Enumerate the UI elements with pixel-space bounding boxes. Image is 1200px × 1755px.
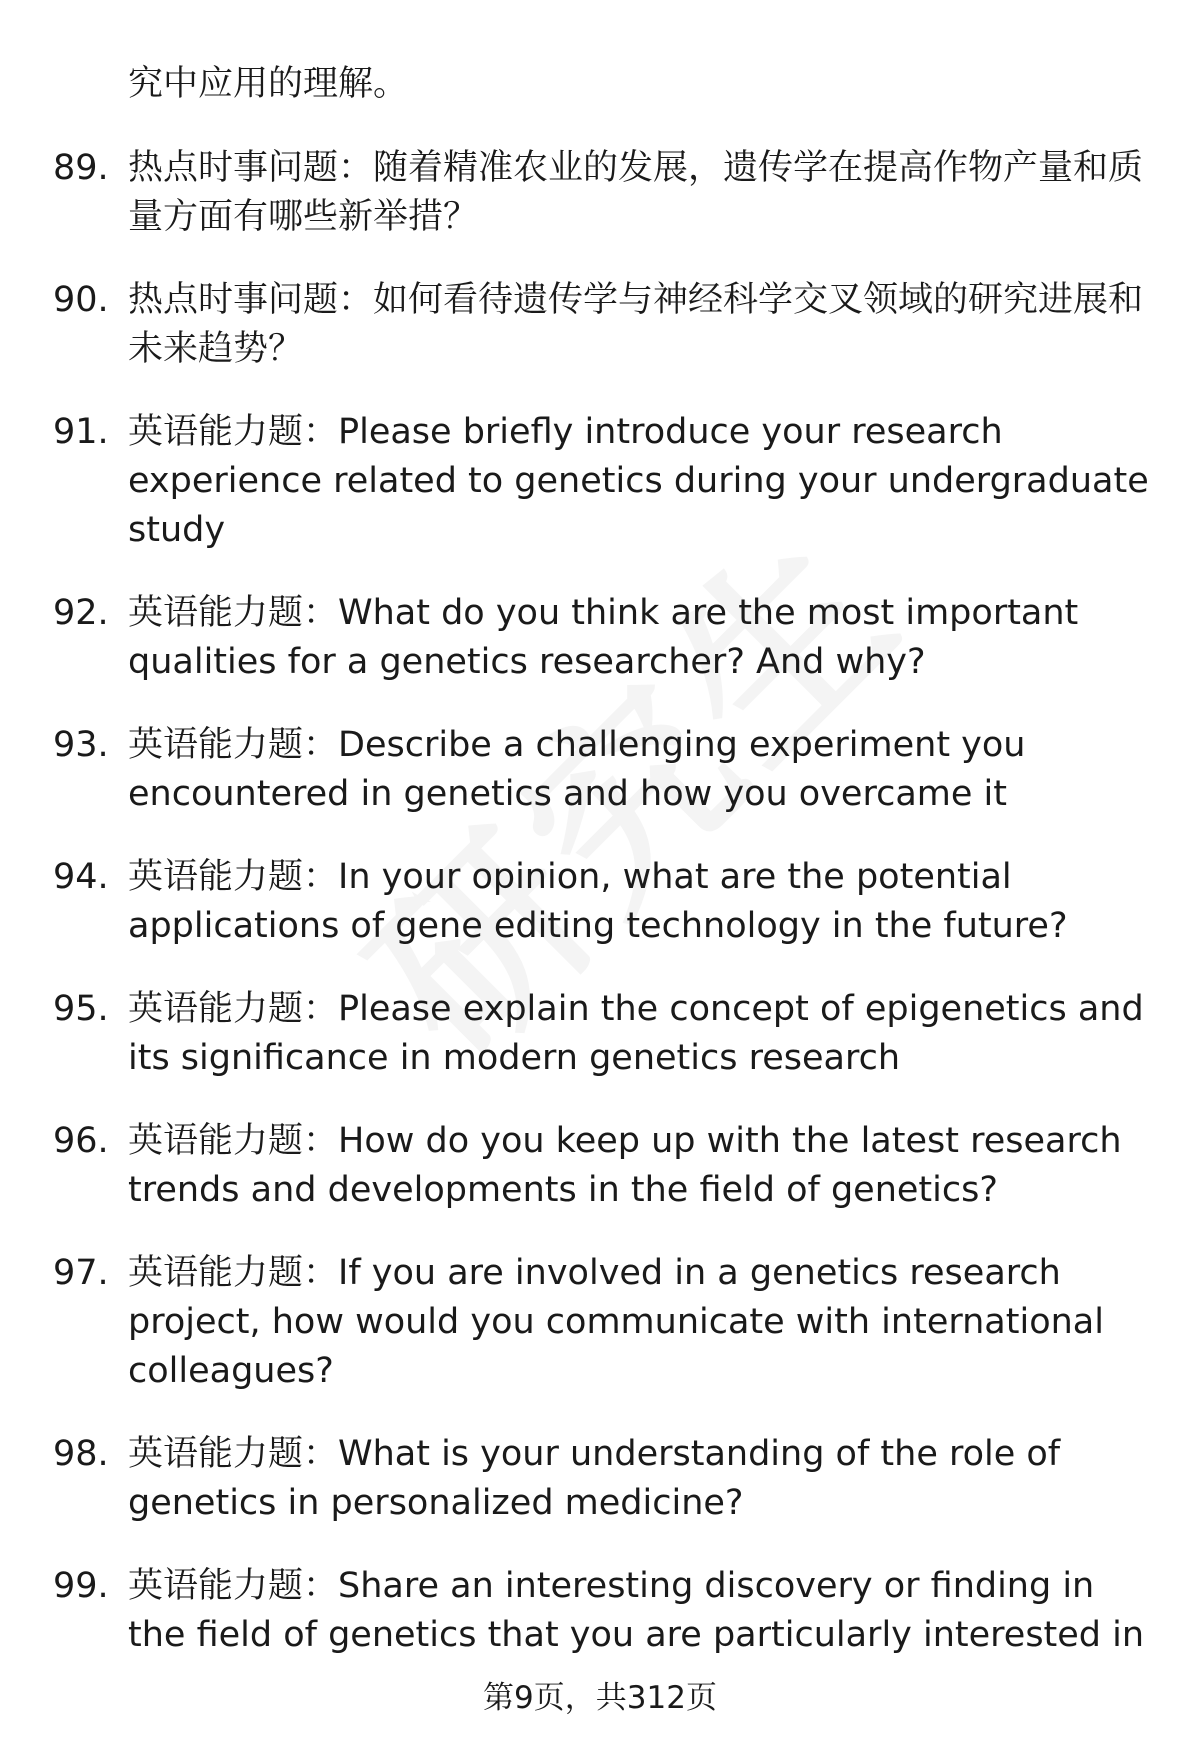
question-text: 英语能力题：Share an interesting discovery or finding in the field of genetics that you are particularly interested in (128, 1566, 1145, 1655)
question-number: 98. (53, 1434, 109, 1474)
question-text: 热点时事问题：如何看待遗传学与神经科学交叉领域的研究进展和未来趋势？ (128, 280, 1144, 369)
question-item (0, 589, 1200, 687)
question-item (0, 1249, 1200, 1396)
question-item (0, 144, 1200, 242)
question-text: 英语能力题：Please explain the concept of epigenetics and its significance in modern genetics research (128, 989, 1144, 1078)
question-number: 90. (53, 280, 109, 320)
question-number: 91. (53, 412, 109, 452)
question-text: 英语能力题：What is your understanding of the role of genetics in personalized medicine? (128, 1434, 1061, 1523)
question-text: 英语能力题：How do you keep up with the latest research trends and developments in the field of genetics? (128, 1121, 1122, 1210)
question-text: 英语能力题：Please briefly introduce your research experience related to genetics during your undergraduate study (128, 412, 1149, 550)
question-number: 89. (53, 148, 109, 188)
question-number: 94. (53, 857, 109, 897)
question-item (0, 853, 1200, 951)
question-text: 英语能力题：In your opinion, what are the potential applications of gene editing technology in the future? (128, 857, 1068, 946)
question-item (0, 1430, 1200, 1528)
question-item (0, 721, 1200, 819)
question-number: 96. (53, 1121, 109, 1161)
page-footer: 第9页，共312页 (483, 1680, 717, 1716)
question-item (0, 1562, 1200, 1660)
question-text: 英语能力题：What do you think are the most important qualities for a genetics researcher? And why? (128, 593, 1079, 682)
question-text: 英语能力题：Describe a challenging experiment you encountered in genetics and how you overcame it (128, 725, 1026, 814)
question-item (0, 1117, 1200, 1215)
question-number: 95. (53, 989, 109, 1029)
question-item (0, 276, 1200, 374)
question-item (0, 408, 1200, 555)
question-number: 99. (53, 1566, 109, 1606)
question-text: 热点时事问题：随着精准农业的发展，遗传学在提高作物产量和质量方面有哪些新举措？ (128, 148, 1144, 237)
question-number: 92. (53, 593, 109, 633)
continuation-text: 究中应用的理解。 (128, 64, 409, 104)
question-text: 英语能力题：If you are involved in a genetics research project, how would you communicate with international colleagues? (128, 1253, 1104, 1391)
question-number: 97. (53, 1253, 109, 1293)
question-item (0, 985, 1200, 1083)
question-list (0, 144, 1200, 1694)
question-number: 93. (53, 725, 109, 765)
